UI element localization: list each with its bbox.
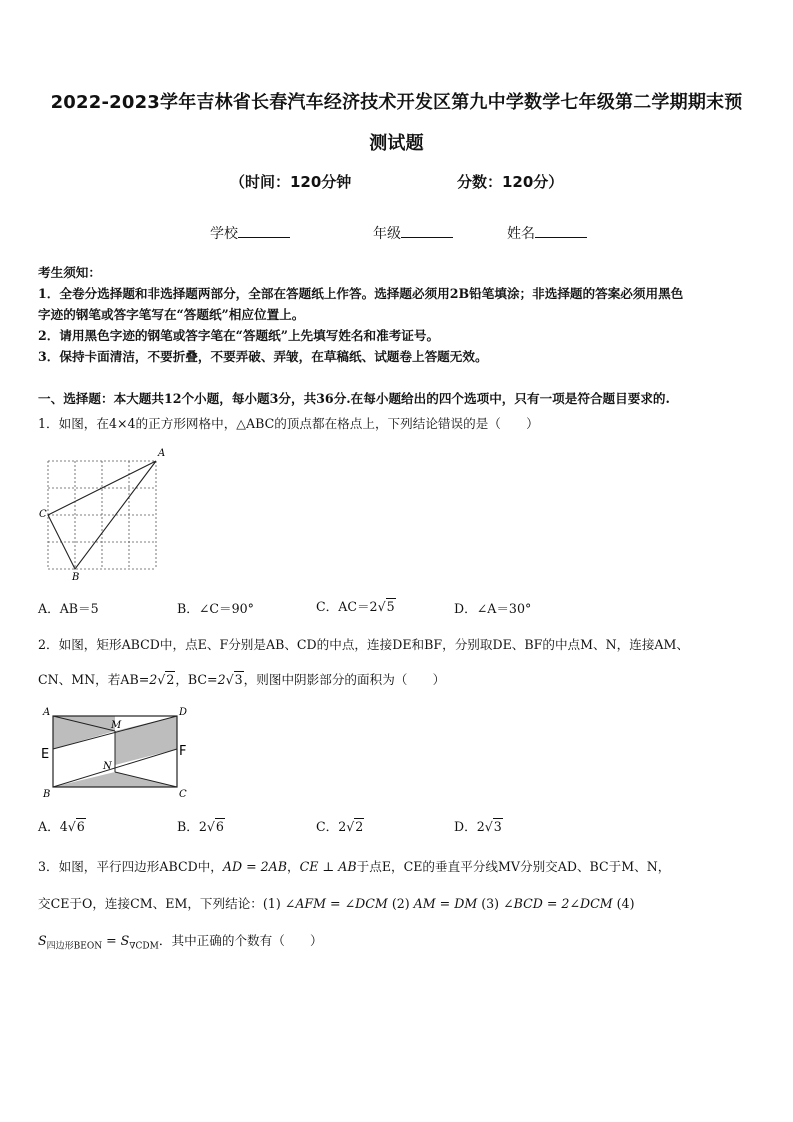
q2-ab-radicand: 2 <box>166 672 175 687</box>
q3-text-d: ．其中正确的个数有（ ） <box>158 933 323 948</box>
q2-label-n: N <box>103 761 112 772</box>
q2-option-d[interactable] <box>454 816 503 835</box>
q1-option-d[interactable]: D．∠A＝30° <box>454 601 532 616</box>
q3-text-a: 3．如图，平行四边形ABCD中， <box>38 859 223 874</box>
q3-area-s1: S <box>38 933 47 948</box>
school-field <box>210 223 290 243</box>
sqrt-symbol: √6 <box>67 819 85 834</box>
exam-title-line2: 测试题 <box>369 133 424 154</box>
notes-heading: 考生须知： <box>38 265 101 280</box>
q3-conclusion-2: AM = DM <box>413 896 478 911</box>
q1-option-c[interactable] <box>316 596 396 615</box>
q3-stem-line2 <box>38 893 768 914</box>
q2-option-d-prefix: D．2 <box>454 819 485 834</box>
sqrt-symbol: √5 <box>377 599 395 614</box>
q3-text-c: 交CE于O，连接CM、EM，下列结论：(1) <box>38 896 281 911</box>
q2-label-f: F <box>179 744 187 759</box>
candidate-notes <box>38 262 763 367</box>
q2-label-e: E <box>41 747 50 762</box>
q1-label-b: B <box>72 572 80 582</box>
q3-stem-line1 <box>38 856 768 877</box>
q1-option-a[interactable]: A．AB＝5 <box>38 601 99 616</box>
q2-label-m: M <box>111 720 122 731</box>
q2-rectangle-figure <box>36 703 196 803</box>
grade-blank[interactable] <box>401 225 453 238</box>
q3-condition-ad: AD = 2AB <box>222 859 287 874</box>
q3-conclusion-3: ∠BCD = 2∠DCM <box>503 896 613 911</box>
q3-area-s2-sub: ∇CDM <box>129 941 159 952</box>
section1-heading: 一、选择题：本大题共12个小题，每小题3分，共36分.在每小题给出的四个选项中，只有一项是符合题目要求的. <box>38 391 670 406</box>
school-blank[interactable] <box>238 225 290 238</box>
q2-option-c[interactable] <box>316 816 364 835</box>
q2-option-c-prefix: C．2 <box>316 819 347 834</box>
exam-score: 分数：120分） <box>457 173 564 191</box>
q1-grid-figure <box>36 447 166 582</box>
school-label: 学校 <box>210 226 238 242</box>
q2-option-a-prefix: A．4 <box>38 819 68 834</box>
sqrt-symbol: √2 <box>346 819 364 834</box>
q2-stem-text-b: ，BC= <box>175 672 218 687</box>
q1-option-c-prefix: C．AC＝2 <box>316 599 378 614</box>
q2-option-a[interactable] <box>38 816 86 835</box>
name-blank[interactable] <box>535 225 587 238</box>
q2-ab-coef: 2 <box>149 672 158 687</box>
q2-option-c-radicand: 2 <box>355 819 364 834</box>
sqrt-symbol: √2 <box>157 672 175 687</box>
q2-stem-text-c: ，则图中阴影部分的面积为（ ） <box>243 672 446 687</box>
sqrt-symbol: √3 <box>225 672 243 687</box>
q3-condition-ce: CE ⊥ AB <box>299 859 357 874</box>
q2-label-c: C <box>179 789 187 800</box>
q1-label-c: C <box>39 509 47 520</box>
q2-bc-radicand: 3 <box>234 672 243 687</box>
exam-time: （时间：120分钟 <box>230 173 352 191</box>
q1-label-a: A <box>158 448 166 459</box>
q2-label-b: B <box>43 789 51 800</box>
q3-separator: ， <box>287 859 300 874</box>
notes-item-2: 2．请用黑色字迹的钢笔或答字笔在“答题纸”上先填写姓名和准考证号。 <box>38 328 440 343</box>
q3-conclusion-4-label: (4) <box>616 896 635 911</box>
q2-option-a-radicand: 6 <box>76 819 85 834</box>
q2-shaded-region-right <box>115 716 177 765</box>
name-field <box>507 223 587 243</box>
notes-item-3: 3．保持卡面清洁，不要折叠，不要弄破、弄皱，在草稿纸、试题卷上答题无效。 <box>38 349 488 364</box>
q2-option-b[interactable] <box>177 816 225 835</box>
q3-conclusion-2-label: (2) <box>391 896 410 911</box>
q3-conclusion-1: ∠AFM = ∠DCM <box>284 896 388 911</box>
q2-option-b-prefix: B．2 <box>177 819 207 834</box>
q3-area-s1-sub: 四边形BEON <box>46 941 103 952</box>
q1-grid-lines <box>48 461 156 569</box>
q3-area-eq: = S <box>102 933 130 948</box>
q2-stem-text-a: CN、MN，若AB= <box>38 672 150 687</box>
q3-conclusion-3-label: (3) <box>481 896 500 911</box>
q2-shaded-region-bottom <box>53 772 177 787</box>
name-label: 姓名 <box>507 226 535 242</box>
q2-stem-line2 <box>38 669 763 690</box>
q2-label-a: A <box>43 707 51 718</box>
exam-title-line1: 2022-2023学年吉林省长春汽车经济技术开发区第九中学数学七年级第二学期期末预 <box>50 92 743 113</box>
q2-stem-line1: 2．如图，矩形ABCD中，点E、F分别是AB、CD的中点，连接DE和BF，分别取DE、BF的中点M、N，连接AM、 <box>38 637 690 652</box>
q2-label-d: D <box>179 707 188 718</box>
grade-field <box>373 223 453 243</box>
notes-item-1-cont: 字迹的钢笔或答字笔写在“答题纸”相应位置上。 <box>38 307 305 322</box>
q3-text-b: 于点E，CE的垂直平分线MV分别交AD、BC于M、N， <box>356 859 671 874</box>
q2-bc-coef: 2 <box>217 672 226 687</box>
q3-stem-line3 <box>38 930 768 958</box>
q2-option-b-radicand: 6 <box>215 819 224 834</box>
sqrt-symbol: √6 <box>206 819 224 834</box>
grade-label: 年级 <box>373 226 401 242</box>
sqrt-symbol: √3 <box>484 819 502 834</box>
q2-option-d-radicand: 3 <box>493 819 502 834</box>
notes-item-1: 1．全卷分选择题和非选择题两部分，全部在答题纸上作答。选择题必须用2B铅笔填涂；非选择题的答案必须用黑色 <box>38 286 684 301</box>
q1-option-b[interactable]: B．∠C＝90° <box>177 601 254 616</box>
q1-option-c-radicand: 5 <box>386 599 395 614</box>
q1-stem: 1．如图，在4×4的正方形网格中，△ABC的顶点都在格点上，下列结论错误的是（ ） <box>38 416 539 431</box>
